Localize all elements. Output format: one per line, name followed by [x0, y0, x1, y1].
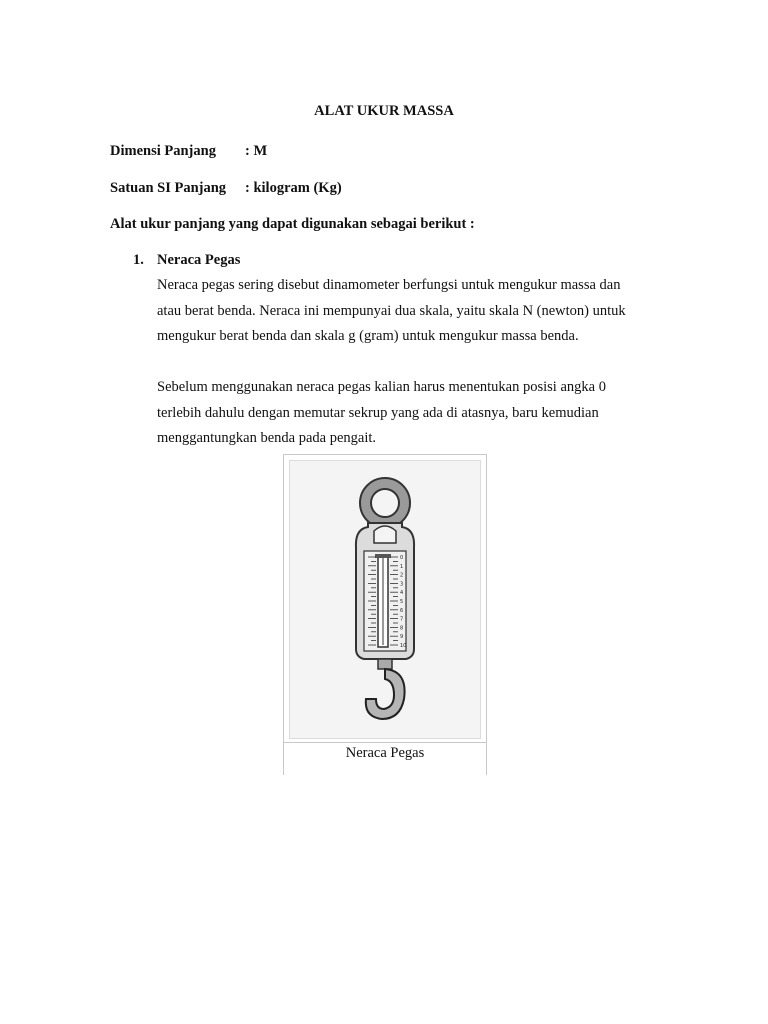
dimensi-label: Dimensi Panjang	[110, 143, 216, 159]
intro-text: Alat ukur panjang yang dapat digunakan sebagai berikut :	[110, 216, 475, 232]
list-heading: Neraca Pegas	[157, 252, 241, 268]
ring-inner	[371, 489, 399, 517]
figure-image	[289, 460, 481, 739]
hook	[366, 669, 405, 719]
hook-neck	[378, 659, 392, 669]
spring-scale-icon	[290, 461, 480, 738]
figure-table	[283, 454, 487, 775]
tick-label: 6	[400, 607, 404, 614]
tick-label: 4	[400, 590, 404, 597]
figure-divider	[284, 742, 486, 743]
paragraph-line: menggantungkan benda pada pengait.	[157, 430, 377, 446]
satuan-row	[110, 180, 342, 197]
paragraph-line: terlebih dahulu dengan memutar sekrup yang ada di atasnya, baru kemudian	[157, 404, 599, 421]
paragraph-line: Sebelum menggunakan neraca pegas kalian harus menentukan posisi angka 0	[157, 379, 606, 395]
dimensi-value: : M	[245, 143, 268, 159]
indicator	[375, 554, 391, 558]
paragraph-line: mengukur berat benda dan skala g (gram) untuk mengukur massa benda.	[157, 328, 579, 344]
tick-label: 0	[400, 555, 404, 561]
tick-label: 1	[400, 563, 404, 570]
tick-label: 3	[400, 581, 404, 588]
satuan-label: Satuan SI Panjang	[110, 180, 227, 196]
figure-caption: Neraca Pegas	[345, 745, 425, 761]
paragraph-line: atau berat benda. Neraca ini mempunyai dua skala, yaitu skala N (newton) untuk	[157, 302, 626, 319]
tick-label: 7	[400, 616, 404, 623]
tick-label: 9	[400, 634, 404, 641]
paragraph-line: Neraca pegas sering disebut dinamometer berfungsi untuk mengukur massa dan	[157, 277, 621, 293]
dimensi-row	[110, 143, 268, 160]
satuan-value: : kilogram (Kg)	[245, 180, 342, 196]
paragraph-1	[157, 273, 677, 350]
body-slot	[374, 526, 396, 543]
page-title: ALAT UKUR MASSA	[314, 103, 454, 119]
tick-label: 2	[400, 572, 404, 579]
list-number: 1.	[133, 252, 144, 268]
tick-label: 10	[400, 643, 407, 649]
tick-label: 8	[400, 625, 404, 632]
tick-label: 5	[400, 599, 404, 605]
paragraph-2	[157, 375, 677, 452]
